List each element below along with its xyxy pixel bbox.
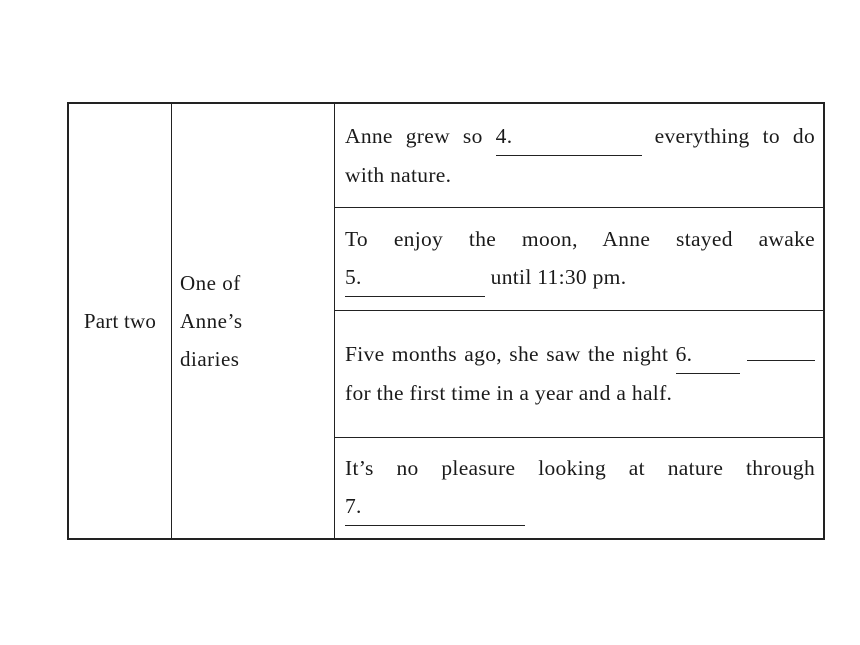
blank-number: 5.: [345, 265, 362, 289]
diary-label-line: Anne’s: [180, 309, 243, 333]
answer-blank-5[interactable]: [345, 258, 485, 297]
answer-blank-4[interactable]: [496, 117, 642, 156]
row-text: until 11:30 pm.: [485, 265, 627, 289]
row-text: for the first time in a year and a half.: [345, 381, 673, 405]
row-text: To enjoy the moon, Anne stayed awake: [345, 227, 815, 251]
fill-in-table: [67, 102, 825, 540]
row-7-cell: [335, 437, 825, 539]
row-4-cell: [335, 103, 825, 207]
row-5-cell: [335, 207, 825, 310]
diary-label-line: diaries: [180, 347, 240, 371]
part-label: Part two: [83, 308, 157, 333]
row-text: Five months ago, she saw the night: [345, 342, 676, 366]
answer-blank-6[interactable]: [676, 335, 740, 374]
row-6-cell: [335, 310, 825, 437]
row-text: It’s no pleasure looking at nature through: [345, 456, 815, 481]
blank-number: 4.: [495, 123, 513, 148]
answer-blank-6-continued[interactable]: [747, 338, 815, 361]
answer-blank-7[interactable]: [345, 487, 525, 526]
diary-label-cell: [172, 103, 335, 539]
blank-number: 7.: [345, 494, 362, 519]
row-text: everything to do with nature.: [345, 123, 815, 187]
row-text: Anne grew so: [345, 123, 496, 148]
diary-label-line: One of: [180, 271, 241, 295]
part-label-cell: [68, 103, 172, 539]
blank-number: 6.: [675, 342, 693, 366]
